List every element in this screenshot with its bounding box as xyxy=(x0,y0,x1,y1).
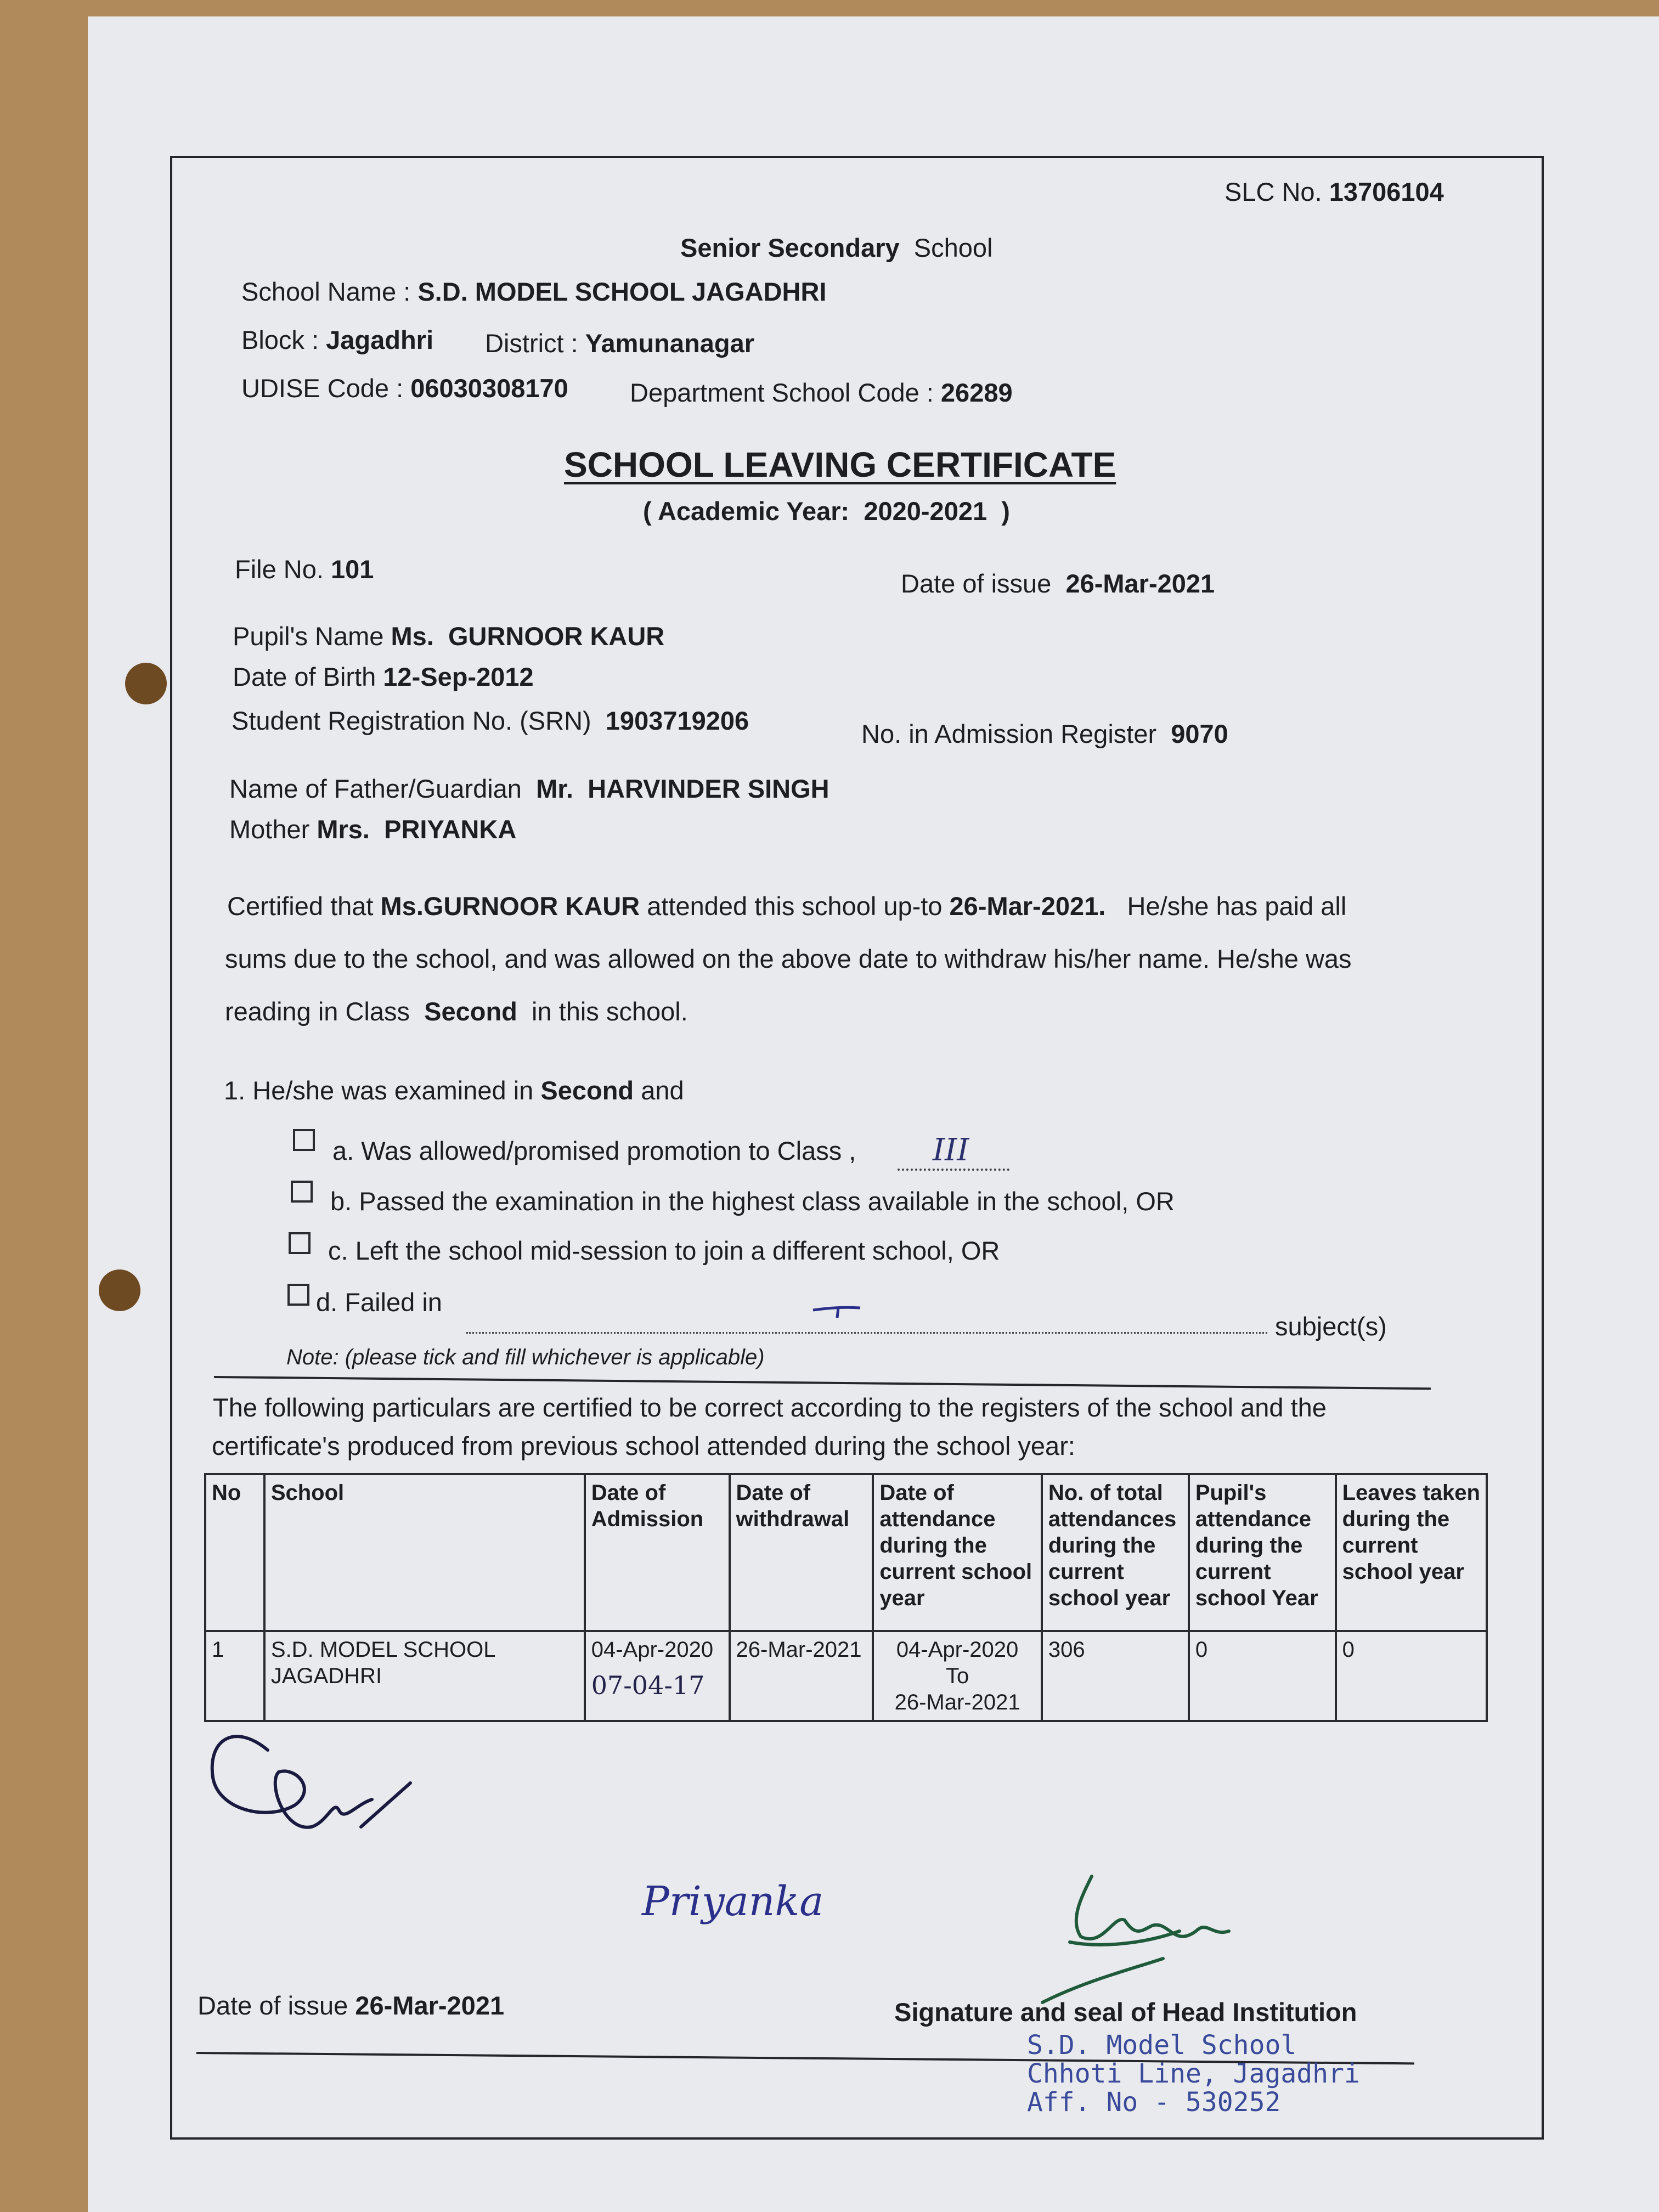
school-stamp-line-3: Aff. No - 530252 xyxy=(1027,2087,1281,2118)
certified-line-1: Certified that Ms.GURNOOR KAUR attended this school up-to 26-Mar-2021. He/she has paid all xyxy=(227,891,1347,921)
school-type: Senior Secondary School xyxy=(680,233,993,262)
srn: Student Registration No. (SRN) 1903719206 xyxy=(232,706,749,735)
cell-school: S.D. MODEL SCHOOL JAGADHRI xyxy=(264,1631,585,1721)
cell-attendance-dates: 04-Apr-2020 To 26-Mar-2021 xyxy=(873,1631,1042,1721)
date-of-birth: Date of Birth 12-Sep-2012 xyxy=(233,662,534,691)
district: District : Yamunanagar xyxy=(485,329,755,358)
mother-signature: Priyanka xyxy=(642,1878,824,1925)
col-header-admission: Date of Admission xyxy=(585,1474,730,1631)
promotion-class-blank xyxy=(898,1169,1009,1171)
particulars-line-1: The following particulars are certified to be correct according to the registers of the school and the xyxy=(213,1393,1327,1422)
col-header-leaves: Leaves taken during the current school year xyxy=(1336,1474,1487,1631)
head-signature-label: Signature and seal of Head Institution xyxy=(894,1997,1357,2027)
failed-subjects-blank xyxy=(466,1332,1267,1334)
option-left-mid-session: c. Left the school mid-session to join a different school, OR xyxy=(328,1236,1000,1265)
particulars-line-2: certificate's produced from previous school attended during the school year: xyxy=(212,1431,1075,1460)
handwritten-signature xyxy=(202,1717,432,1843)
cell-total-attendances: 306 xyxy=(1042,1631,1189,1721)
cell-no: 1 xyxy=(205,1631,264,1721)
department-school-code: Department School Code : 26289 xyxy=(630,378,1013,407)
col-header-no: No xyxy=(205,1474,264,1631)
checkbox-promotion[interactable] xyxy=(293,1129,315,1151)
cell-withdrawal: 26-Mar-2021 xyxy=(730,1631,873,1721)
certificate-title: SCHOOL LEAVING CERTIFICATE xyxy=(564,445,1116,484)
file-number: File No. 101 xyxy=(235,555,374,584)
pupil-name: Pupil's Name Ms. GURNOOR KAUR xyxy=(233,622,665,651)
cell-admission: 04-Apr-2020 07-04-17 xyxy=(585,1631,730,1721)
mother-name: Mother Mrs. PRIYANKA xyxy=(229,815,517,844)
block: Block : Jagadhri xyxy=(241,325,434,354)
exam-intro: 1. He/she was examined in Second and xyxy=(224,1076,684,1105)
school-name: School Name : S.D. MODEL SCHOOL JAGADHRI xyxy=(241,277,827,306)
issue-date-bottom: Date of issue 26-Mar-2021 xyxy=(198,1991,505,2020)
pen-dash-mark xyxy=(812,1304,861,1320)
father-name: Name of Father/Guardian Mr. HARVINDER SINGH xyxy=(229,774,830,803)
note: Note: (please tick and fill whichever is applicable) xyxy=(286,1345,765,1369)
option-failed: d. Failed in xyxy=(316,1288,442,1317)
option-promotion: a. Was allowed/promised promotion to Class , xyxy=(332,1136,856,1165)
certified-line-2: sums due to the school, and was allowed on the above date to withdraw his/her name. He/she was xyxy=(225,944,1352,973)
particulars-table xyxy=(204,1473,1488,1722)
cell-pupil-attendance: 0 xyxy=(1189,1631,1336,1721)
issue-date-top: Date of issue 26-Mar-2021 xyxy=(901,569,1215,598)
promotion-class-handwritten: III xyxy=(933,1132,969,1168)
checkbox-left-mid-session[interactable] xyxy=(289,1232,311,1254)
head-signature xyxy=(1031,1865,1284,2008)
slc-number: SLC No. 13706104 xyxy=(1224,177,1444,206)
admission-handwritten: 07-04-17 xyxy=(591,1671,705,1700)
checkbox-failed[interactable] xyxy=(287,1284,309,1306)
col-header-attendance-dates: Date of attendance during the current school year xyxy=(873,1474,1042,1631)
option-passed-highest: b. Passed the examination in the highest class available in the school, OR xyxy=(330,1187,1175,1216)
checkbox-passed-highest[interactable] xyxy=(291,1181,313,1203)
table-header-row xyxy=(205,1474,1487,1631)
academic-year: ( Academic Year: 2020-2021 ) xyxy=(643,496,1010,526)
cell-leaves: 0 xyxy=(1336,1631,1487,1721)
col-header-withdrawal: Date of withdrawal xyxy=(730,1474,873,1631)
col-header-school: School xyxy=(264,1474,585,1631)
school-stamp-line-2: Chhoti Line, Jagadhri xyxy=(1027,2058,1360,2089)
col-header-pupil-attendance: Pupil's attendance during the current school Year xyxy=(1189,1474,1336,1631)
school-stamp-line-1: S.D. Model School xyxy=(1027,2030,1297,2061)
col-header-total-attendances: No. of total attendances during the current school year xyxy=(1042,1474,1189,1631)
failed-subjects-suffix: subject(s) xyxy=(1275,1312,1387,1341)
punch-hole xyxy=(99,1269,140,1311)
table-row xyxy=(205,1631,1487,1721)
udise-code: UDISE Code : 06030308170 xyxy=(241,374,568,403)
punch-hole xyxy=(125,663,167,704)
certified-line-3: reading in Class Second in this school. xyxy=(225,997,688,1026)
admission-register-no: No. in Admission Register 9070 xyxy=(861,719,1228,748)
